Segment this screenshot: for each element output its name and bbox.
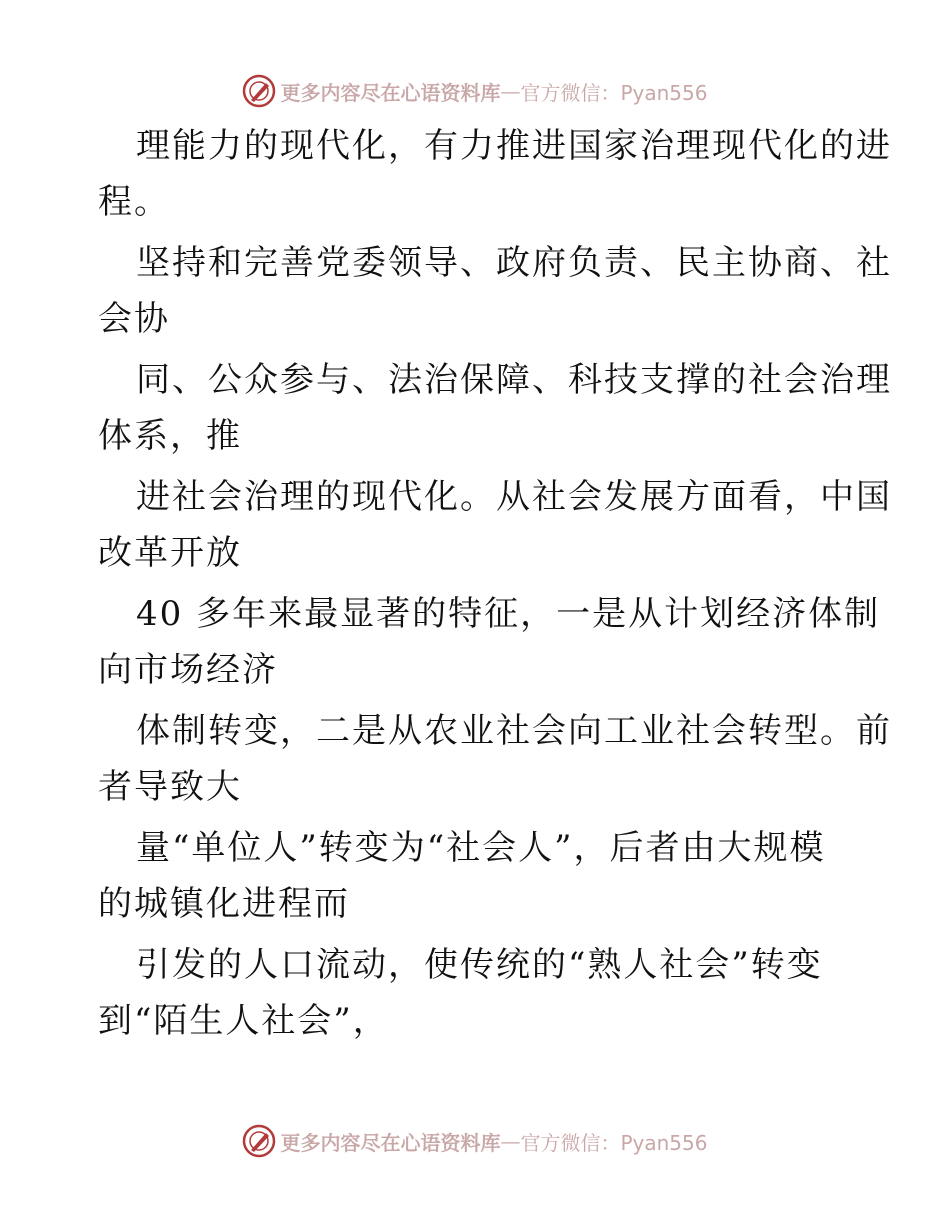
paragraph — [98, 586, 881, 698]
paragraph-line: 向市场经济 — [98, 650, 278, 690]
paragraph-line: 理能力的现代化，有力推进国家治理现代化的进 — [136, 126, 892, 166]
paragraph-line: 的城镇化进程而 — [98, 884, 350, 924]
paragraph — [98, 352, 892, 464]
pen-logo-icon — [242, 1124, 276, 1158]
paragraph-line: 体系，推 — [98, 416, 242, 456]
paragraph-line: 40 多年来最显著的特征，一是从计划经济体制 — [136, 594, 881, 634]
watermark-separator: — — [500, 79, 521, 103]
paragraph — [98, 937, 858, 1049]
paragraph — [98, 235, 892, 347]
paragraph-line: 同、公众参与、法治保障、科技支撑的社会治理 — [136, 360, 892, 400]
watermark-separator: — — [500, 1129, 521, 1153]
paragraph-line: 程。 — [98, 182, 170, 222]
paragraph — [98, 118, 892, 230]
paragraph-line: 会协 — [98, 299, 170, 339]
watermark-text: 更多内容尽在心语资料库 — [280, 80, 501, 105]
paragraph-line: 进社会治理的现代化。从社会发展方面看，中国 — [136, 477, 892, 517]
paragraph-line: 坚持和完善党委领导、政府负责、民主协商、社 — [136, 243, 892, 283]
watermark-text: 更多内容尽在心语资料库 — [280, 1130, 501, 1155]
footer-watermark — [0, 1121, 950, 1161]
paragraph — [98, 703, 892, 815]
header-watermark — [0, 71, 950, 111]
watermark-wechat: 官方微信：Pyan556 — [520, 80, 708, 105]
paragraph — [98, 820, 858, 932]
paragraph-line: 量“单位人”转变为“社会人”，后者由大规模 — [136, 828, 826, 868]
paragraph-line: 改革开放 — [98, 533, 242, 573]
pen-logo-icon — [242, 74, 276, 108]
paragraph — [98, 469, 892, 581]
paragraph-line: 引发的人口流动，使传统的“熟人社会”转变 — [136, 945, 823, 985]
paragraph-line: 体制转变，二是从农业社会向工业社会转型。前 — [136, 711, 892, 751]
paragraph-line: 到“陌生人社会”， — [98, 1001, 389, 1041]
watermark-wechat: 官方微信：Pyan556 — [520, 1130, 708, 1155]
paragraph-line: 者导致大 — [98, 767, 242, 807]
